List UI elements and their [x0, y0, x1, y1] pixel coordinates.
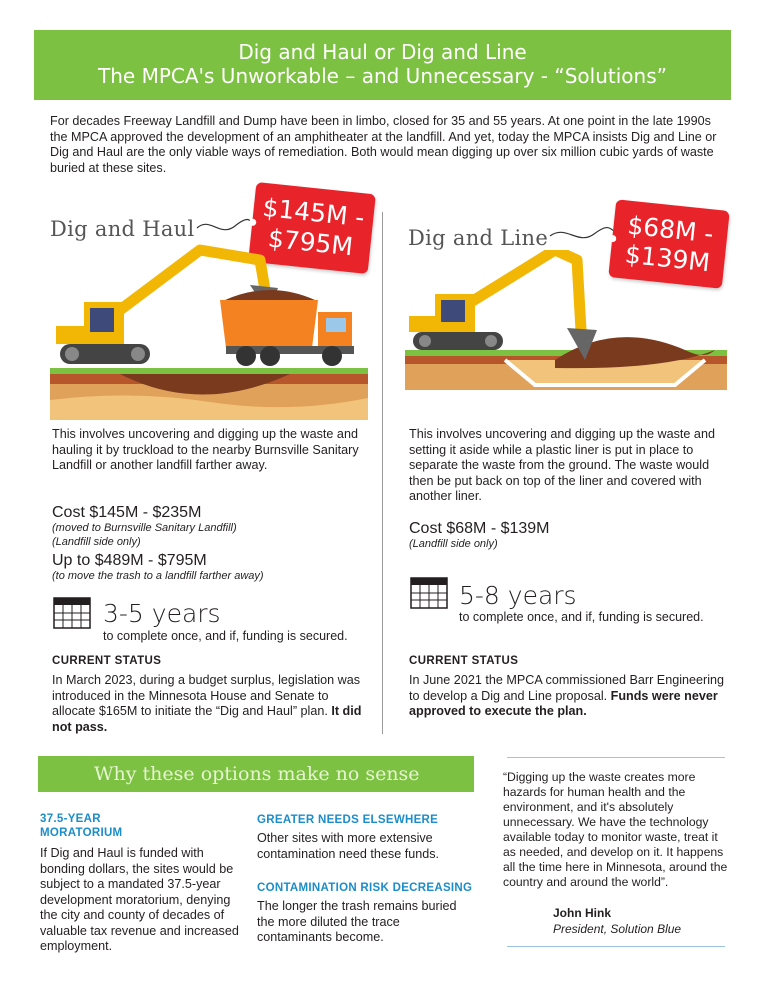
excavator-truck-illustration — [50, 240, 368, 420]
dig-and-line-status-heading: CURRENT STATUS — [409, 655, 519, 667]
dig-and-haul-years-sub: to complete once, and if, funding is secured. — [103, 629, 348, 643]
calendar-icon — [53, 597, 91, 629]
title-line-2: The MPCA's Unworkable – and Unnecessary - “Solutions” — [98, 64, 667, 88]
status-bold: Funds were never approved to execute the plan. — [409, 688, 718, 719]
excavator-liner-illustration — [405, 250, 727, 390]
dig-and-line-cost: Cost $68M - $139M — [409, 520, 550, 537]
dig-and-haul-status-heading: CURRENT STATUS — [52, 655, 162, 667]
dig-and-haul-cost-far: Up to $489M - $795M — [52, 552, 207, 569]
status-text: In March 2023, during a budget surplus, legislation was introduced in the Minnesota House and Senate to allocate $165M to initiate the “Dig and Haul” plan. — [52, 673, 361, 719]
quote-author-role: President, Solution Blue — [553, 922, 682, 936]
intro-paragraph: For decades Freeway Landfill and Dump have been in limbo, closed for 35 and 55 years. At one point in the late 1990s the MPCA approved the development of an amphitheater at the landfill. And yet, today the MPCA insists Dig and Line or Dig and Haul are the only viable ways of remediation. Both would mean digging up over six million cubic yards of waste buried at these sites. — [50, 114, 717, 175]
calendar-icon — [410, 577, 448, 609]
moratorium-heading — [40, 812, 122, 840]
tag-price-low: $145M - — [261, 192, 366, 233]
column-divider — [382, 212, 383, 734]
tag-string — [195, 214, 255, 238]
moratorium-heading-a: 37.5-YEAR — [40, 813, 101, 825]
status-text: In June 2021 the MPCA commissioned Barr Engineering to develop a Dig and Line proposal. — [409, 673, 725, 703]
greater-needs-text: Other sites with more extensive contamination need these funds. — [257, 831, 440, 861]
dig-and-line-years: 5-8 years — [459, 581, 577, 610]
tag-price-high: $139M — [623, 239, 712, 278]
dig-and-haul-years: 3-5 years — [103, 599, 221, 628]
tag-price-low: $68M - — [626, 210, 715, 249]
moratorium-heading-b: MORATORIUM — [40, 827, 123, 839]
why-banner: Why these options make no sense — [38, 756, 474, 792]
dig-and-haul-cost-far-note: (to move the trash to a landfill farther away) — [52, 570, 264, 582]
dig-and-haul-status-text — [52, 673, 367, 735]
contamination-text: The longer the trash remains buried the more diluted the trace contaminants become. — [257, 899, 457, 944]
dig-and-haul-cost: Cost $145M - $235M — [52, 504, 202, 521]
quote-author: John Hink — [553, 906, 612, 920]
contamination-heading: CONTAMINATION RISK DECREASING — [257, 882, 473, 894]
quote-text: “Digging up the waste creates more hazards for human health and the environment, and it's absolutely unnecessary. We have the technology available today to monitor waste, treat it as needed, and develop on it. It happens all the time here in Minnesota, around the country and around the world”. — [503, 770, 728, 889]
dig-and-line-heading: Dig and Line — [408, 226, 549, 250]
greater-needs-heading: GREATER NEEDS ELSEWHERE — [257, 814, 439, 826]
dig-and-haul-cost-note: (moved to Burnsville Sanitary Landfill) — [52, 522, 237, 534]
tag-price-high: $795M — [266, 223, 355, 262]
tag-string — [548, 222, 618, 246]
title-line-1: Dig and Haul or Dig and Line — [238, 40, 527, 64]
title-banner — [34, 30, 731, 100]
dig-and-line-cost-note: (Landfill side only) — [409, 538, 498, 550]
dig-and-line-description: This involves uncovering and digging up the waste and setting it aside while a plastic liner is put in place to separate the waste from the ground. The waste would then be put back on top of the liner and covered with another liner. — [409, 427, 715, 503]
quote-rule-bottom — [507, 946, 725, 947]
dig-and-line-years-sub: to complete once, and if, funding is secured. — [459, 610, 704, 624]
dig-and-haul-description: This involves uncovering and digging up the waste and hauling it by truckload to the nearby Burnsville Sanitary Landfill or another landfill farther away. — [52, 427, 359, 472]
status-bold: It did not pass. — [52, 704, 362, 734]
dig-and-line-status-text — [409, 673, 729, 720]
moratorium-text: If Dig and Haul is funded with bonding dollars, the sites would be subject to a mandated 37.5-year development moratorium, denying the city and county of decades of valuable tax revenue and increased employment. — [40, 846, 239, 953]
dig-and-haul-cost-note-2: (Landfill side only) — [52, 536, 141, 548]
dig-and-haul-heading: Dig and Haul — [50, 217, 195, 241]
quote-rule-top — [507, 757, 725, 758]
